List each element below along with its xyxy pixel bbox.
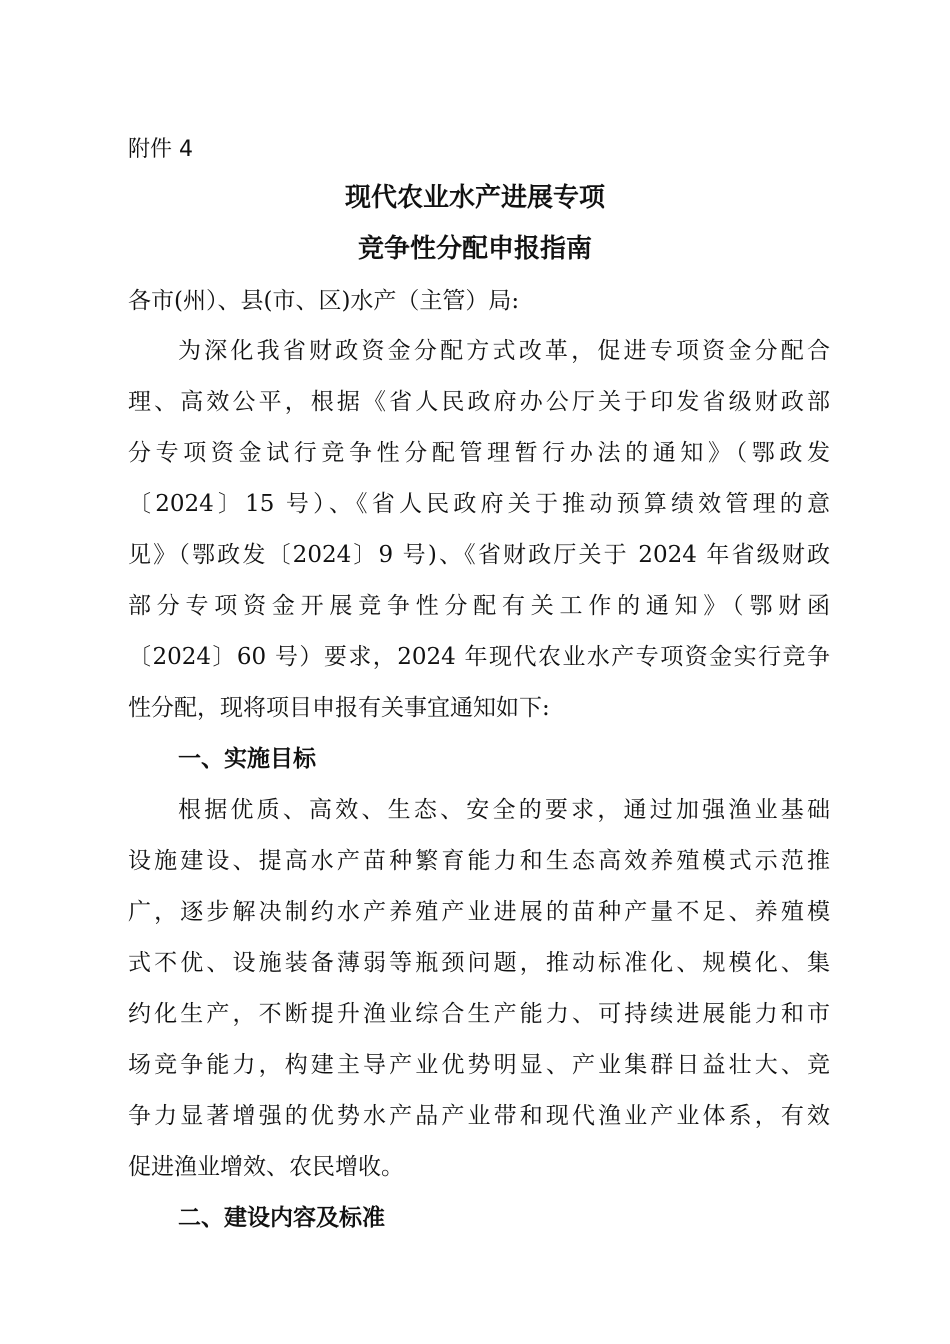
section-1-line: 根据优质、高效、生态、安全的要求，通过加强渔业基础 — [178, 797, 830, 823]
intro-line: 〔2024〕60 号）要求，2024 年现代农业水产专项资金实行竞争 — [128, 644, 830, 670]
section-heading-2: 二、建设内容及标准 — [178, 1205, 385, 1231]
intro-line: 为深化我省财政资金分配方式改革，促进专项资金分配合 — [178, 338, 830, 364]
section-1-line: 设施建设、提高水产苗种繁育能力和生态高效养殖模式示范推 — [128, 848, 830, 874]
section-heading-1: 一、实施目标 — [178, 746, 316, 772]
intro-line: 见》（鄂政发〔2024〕9 号)、《省财政厅关于 2024 年省级财政 — [128, 542, 830, 568]
attachment-label: 附件 4 — [128, 137, 193, 162]
document-title-line-2: 竞争性分配申报指南 — [357, 234, 592, 264]
intro-line: 分专项资金试行竞争性分配管理暂行办法的通知》（鄂政发 — [128, 440, 830, 466]
intro-line: 性分配，现将项目申报有关事宜通知如下: — [128, 695, 550, 721]
intro-line: 理、高效公平，根据《省人民政府办公厅关于印发省级财政部 — [128, 389, 830, 415]
section-1-line: 约化生产，不断提升渔业综合生产能力、可持续进展能力和市 — [128, 1001, 830, 1027]
intro-line: 部分专项资金开展竞争性分配有关工作的通知》（鄂财函 — [128, 593, 830, 619]
section-1-line: 争力显著增强的优势水产品产业带和现代渔业产业体系，有效 — [128, 1103, 830, 1129]
section-1-line: 式不优、设施装备薄弱等瓶颈问题，推动标准化、规模化、集 — [128, 950, 830, 976]
section-1-line: 场竞争能力，构建主导产业优势明显、产业集群日益壮大、竞 — [128, 1052, 830, 1078]
section-1-line: 促进渔业增效、农民增收。 — [128, 1154, 404, 1180]
document-title-line-1: 现代农业水产进展专项 — [344, 183, 605, 213]
section-1-line: 广，逐步解决制约水产养殖产业进展的苗种产量不足、养殖模 — [128, 899, 830, 925]
intro-line: 〔2024〕15 号）、《省人民政府关于推动预算绩效管理的意 — [128, 491, 830, 517]
salutation: 各市(州）、县(市、区)水产（主管）局: — [128, 288, 520, 314]
